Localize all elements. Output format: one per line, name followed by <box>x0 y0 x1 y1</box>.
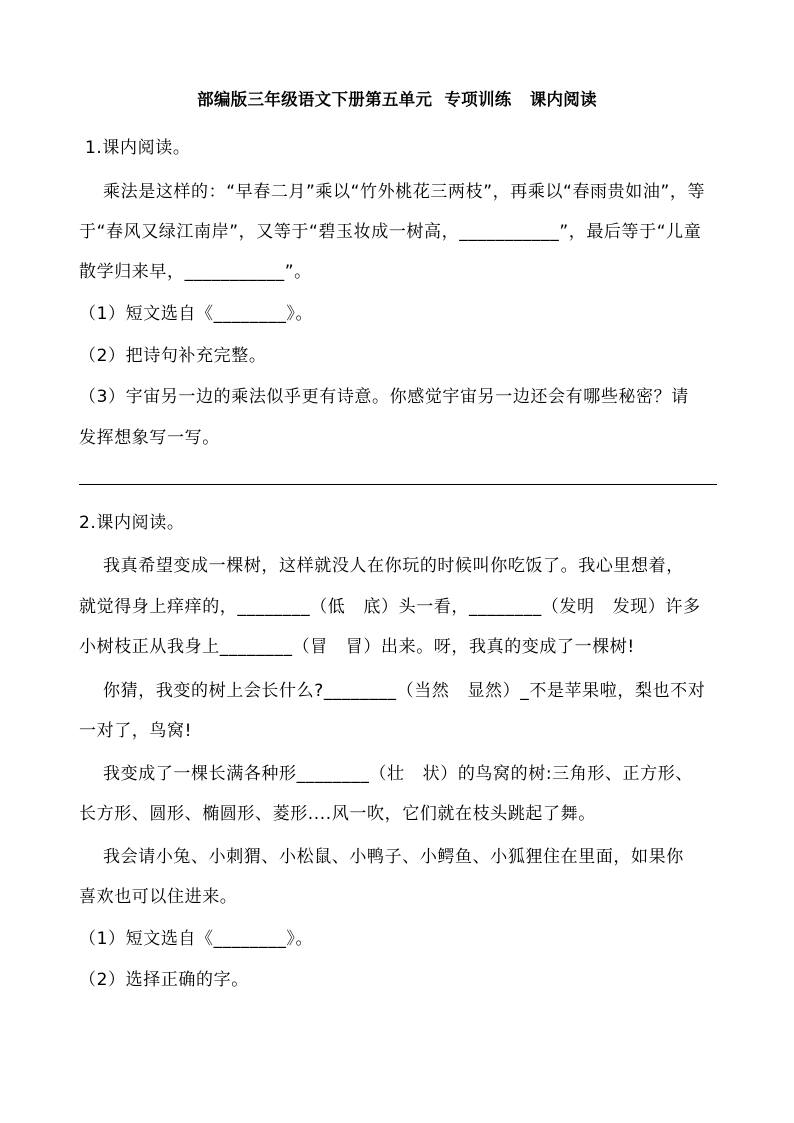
section2-passage-line: 我会请小兔、小刺猬、小松鼠、小鸭子、小鳄鱼、小狐狸住在里面，如果你 <box>79 847 684 867</box>
section1-passage-line: 散学归来早，___________”。 <box>79 262 312 282</box>
section1-passage-line: 于“春风又绿江南岸”，又等于“碧玉妆成一树高，___________”，最后等于“儿童 <box>79 222 702 242</box>
section1-heading: 1.课内阅读。 <box>79 138 191 158</box>
answer-line <box>79 484 717 485</box>
section2-passage-line: 我变成了一棵长满各种形________（壮 状）的鸟窝的树:三角形、正方形、 <box>79 764 693 784</box>
section2-passage-line: 小树枝正从我身上________（冒 冒）出来。呀，我真的变成了一棵树! <box>79 637 635 657</box>
section1-question-3: （3）宇宙另一边的乘法似乎更有诗意。你感觉宇宙另一边还会有哪些秘密？请 <box>79 387 689 407</box>
section1-question-3-cont: 发挥想象写一写。 <box>79 428 220 448</box>
section2-passage-line: 喜欢也可以住进来。 <box>79 887 238 907</box>
section1-question-2: （2）把诗句补充完整。 <box>79 346 267 366</box>
section2-passage-line: 一对了，鸟窝! <box>79 721 193 741</box>
section2-passage-line: 我真希望变成一棵树，这样就没人在你玩的时候叫你吃饭了。我心里想着， <box>79 556 684 576</box>
section1-passage-line: 乘法是这样的：“早春二月”乘以“竹外桃花三两枝”，再乘以“春雨贵如油”，等 <box>79 182 706 202</box>
section2-question-1: （1）短文选自《________》。 <box>79 929 314 949</box>
section2-heading: 2.课内阅读。 <box>79 513 185 533</box>
section2-question-2: （2）选择正确的字。 <box>79 970 249 990</box>
section2-passage-line: 长方形、圆形、椭圆形、菱形....风一吹，它们就在枝头跳起了舞。 <box>79 804 596 824</box>
section2-passage-line: 就觉得身上痒痒的，________（低 底）头一看，________（发明 发现）许多 <box>79 597 701 617</box>
section2-passage-line: 你猜，我变的树上会长什么?________（当然 显然）_不是苹果啦，梨也不对 <box>79 681 706 701</box>
section1-question-1: （1）短文选自《________》。 <box>79 304 314 324</box>
page-title: 部编版三年级语文下册第五单元 专项训练 课内阅读 <box>197 90 597 109</box>
